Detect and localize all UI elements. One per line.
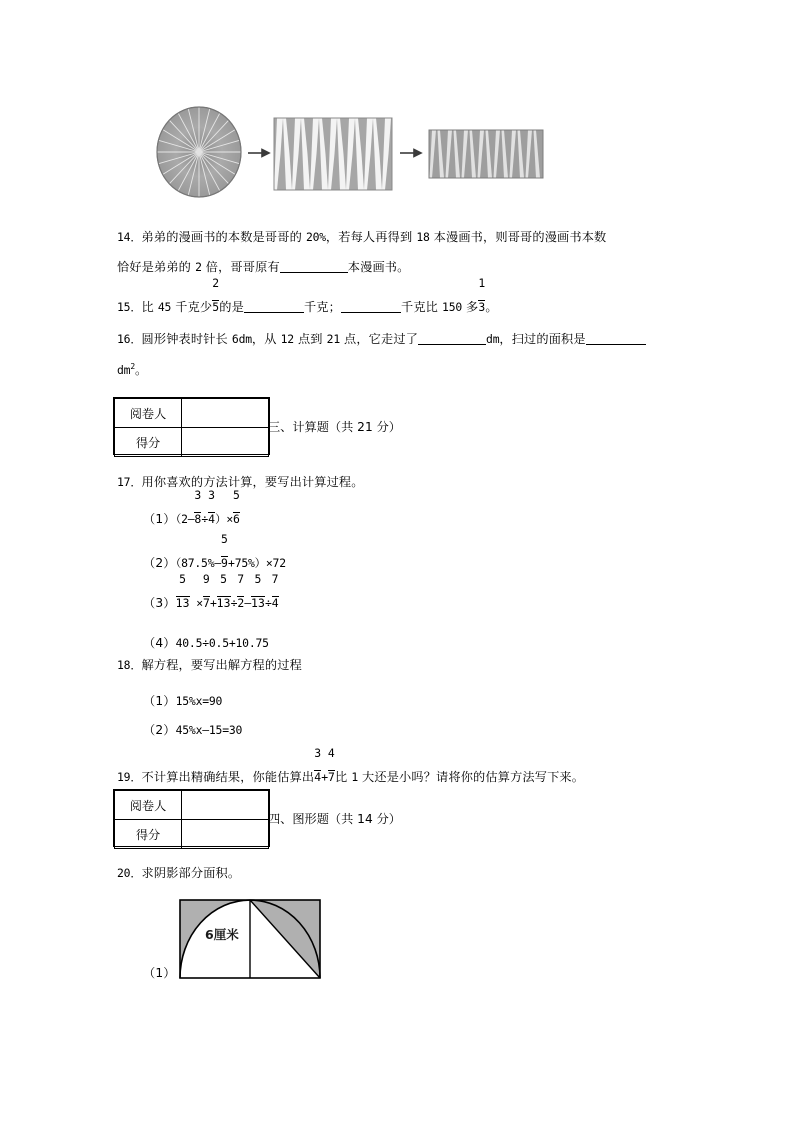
q16-answer-blank-1[interactable] (418, 344, 486, 345)
q17-i1-t4: ） (215, 512, 227, 526)
shaded-area-figure (178, 898, 324, 982)
q17-i3-f5d: 13 (251, 596, 266, 610)
q17-item-1-label: （1） (143, 512, 176, 526)
question-14-line-1 (117, 222, 606, 252)
question-19 (117, 746, 585, 792)
arrow-right-icon-2 (400, 150, 421, 157)
q16-answer-blank-2[interactable] (586, 344, 646, 345)
section-3-grader-label: 阅卷人 (115, 399, 182, 428)
question-15-number: 15． (117, 300, 142, 314)
question-20-number: 20． (117, 866, 142, 880)
section-4-grader-label: 阅卷人 (115, 791, 182, 820)
q15-frac1-numerator: 2 (212, 276, 220, 290)
q17-i3-t5: ÷ (230, 596, 238, 610)
q17-i1-t2: ÷ (201, 512, 209, 526)
section-4-score-value[interactable] (182, 820, 269, 849)
q16-time-1: 12 (280, 332, 294, 346)
q16-length: 6dm (231, 332, 252, 346)
q17-item-2 (143, 532, 286, 578)
q15-text-f: 多 (462, 300, 479, 314)
section-4-grader-value[interactable] (182, 791, 269, 820)
q17-i2-t3: ×72 (265, 556, 286, 570)
question-18-number: 18． (117, 658, 142, 672)
q17-i1-frac1-den: 8 (194, 512, 202, 526)
q18-item-2-label: （2） (143, 723, 176, 737)
q16-text-b: ，从 (251, 332, 281, 346)
q17-i1-frac-3-8 (194, 488, 202, 534)
q17-i2-t0: （87.5%– (175, 556, 222, 570)
q18-item-1-expr: 15%x=90 (175, 694, 223, 708)
q18-stem-text: 解方程，要写出解方程的过程 (141, 658, 302, 672)
question-17-stem (117, 467, 364, 497)
q17-item-4-label: （4） (143, 636, 176, 650)
q17-i3-f2d: 7 (202, 596, 210, 610)
q15-text-a: 比 (141, 300, 158, 314)
q19-fraction-4-7 (327, 746, 335, 792)
q14-percent: 20% (305, 230, 326, 244)
q19-fraction-3-4 (314, 746, 322, 792)
q17-i2-frac1-den: 9 (221, 556, 229, 570)
question-18-stem (117, 650, 302, 680)
q17-i4-expr: 40.5÷0.5+10.75 (175, 636, 269, 650)
q17-i3-f3d: 13 (216, 596, 231, 610)
question-16-number: 16． (117, 332, 142, 346)
q17-i1-frac3-num: 5 (232, 488, 240, 502)
q20-sublabel (143, 958, 176, 988)
section-3-scorebox (113, 397, 270, 455)
q17-i3-f2n: 9 (202, 572, 210, 586)
unrolled-sectors-icon (274, 118, 392, 190)
q17-i3-t9: ÷ (265, 596, 272, 610)
q17-i3-frac-7-4 (271, 572, 279, 618)
q17-i2-t2: +75%） (228, 556, 266, 570)
q17-i3-frac-9-7 (202, 572, 210, 618)
q14-text-e: 倍，哥哥原有 (201, 260, 280, 274)
q17-item-3 (143, 572, 279, 618)
q17-i3-f4d: 2 (237, 596, 245, 610)
q15-text-d: 千克； (303, 300, 341, 314)
q17-i1-frac-3-4 (208, 488, 216, 534)
q17-stem-text: 用你喜欢的方法计算，要写出计算过程。 (141, 475, 364, 489)
q17-i3-f1d: 13 (175, 596, 190, 610)
question-14-number: 14． (117, 230, 142, 244)
section-3-title: 三、计算题（共 21 分） (268, 420, 401, 434)
q16-unit-dm2-base: dm (117, 363, 131, 378)
q14-num-2: 2 (195, 260, 202, 274)
question-16-line-2 (117, 352, 147, 385)
q17-i1-frac2-den: 4 (208, 512, 216, 526)
q19-text-c: 大还是小吗？请将你的估算方法写下来。 (358, 770, 585, 784)
arrow-right-icon-1 (248, 150, 269, 157)
q17-i3-f3n: 5 (220, 572, 228, 586)
q15-num-150: 150 (442, 300, 463, 314)
sectored-circle-icon (157, 107, 241, 197)
q15-text-g: 。 (485, 300, 498, 314)
question-16-line-1 (117, 324, 646, 354)
q16-text-e: ，扫过的面积是 (499, 332, 586, 346)
q14-text-d: 恰好是弟弟的 (117, 260, 196, 274)
question-20-stem (117, 858, 240, 888)
circle-to-rectangle-figure (155, 105, 545, 200)
q17-item-1 (143, 488, 240, 534)
section-4-scorebox (113, 789, 270, 847)
q18-item-2-expr: 45%x–15=30 (175, 723, 243, 737)
q14-text-b: ，若每人再得到 (325, 230, 417, 244)
question-15 (117, 276, 498, 322)
q20-sub-label: （1） (143, 966, 176, 980)
q18-item-1-label: （1） (143, 694, 176, 708)
q17-i3-t1: × (189, 596, 203, 610)
q17-i2-frac1-num: 5 (221, 532, 229, 546)
q16-time-2: 21 (326, 332, 340, 346)
q15-num-45: 45 (157, 300, 172, 314)
q14-text-f: 本漫画书。 (347, 260, 410, 274)
q19-frac2-num: 4 (327, 746, 335, 760)
q17-item-3-label: （3） (143, 596, 176, 610)
section-4-title: 四、图形题（共 14 分） (268, 812, 401, 826)
q15-fraction-2 (478, 276, 486, 322)
q17-i3-t3: + (209, 596, 217, 610)
q17-i3-f5n: 5 (254, 572, 262, 586)
q17-i3-frac-7-2 (237, 572, 245, 618)
q19-text-b: 比 (334, 770, 352, 784)
q19-frac2-den: 7 (327, 770, 335, 784)
q16-text-a: 圆形钟表时针长 (141, 332, 232, 346)
q15-text-b: 千克少 (171, 300, 213, 314)
q19-num-1: 1 (351, 770, 358, 784)
q17-i3-frac-5-13-b (216, 572, 231, 618)
q18-item-1 (143, 686, 222, 716)
q16-unit-dm2-exponent: 2 (130, 362, 135, 371)
q17-i1-frac-5-6 (232, 488, 240, 534)
q14-text-c: 本漫画书，则哥哥的漫画书本数 (429, 230, 607, 244)
section-3-grader-value[interactable] (182, 399, 269, 428)
q17-i3-f4n: 7 (237, 572, 245, 586)
q17-item-2-label: （2） (143, 556, 176, 570)
q16-text-c: 点到 (293, 332, 327, 346)
q15-text-c: 的是 (219, 300, 244, 314)
q15-frac2-numerator: 1 (478, 276, 486, 290)
q19-plus-sign: + (321, 770, 328, 784)
question-17-number: 17． (117, 475, 142, 489)
section-3-score-value[interactable] (182, 428, 269, 457)
q16-text-d: 点，它走过了 (339, 332, 419, 346)
question-14-line-2 (117, 252, 409, 282)
q17-i1-frac3-den: 6 (232, 512, 240, 526)
q20-stem-text: 求阴影部分面积。 (141, 866, 241, 880)
q17-i3-frac-5-13-c (251, 572, 266, 618)
q15-frac2-denominator: 3 (478, 300, 486, 314)
q14-answer-blank[interactable] (280, 272, 348, 273)
q15-answer-blank-2[interactable] (341, 312, 401, 313)
q19-frac1-den: 4 (314, 770, 322, 784)
q15-answer-blank-1[interactable] (244, 312, 304, 313)
rearranged-rectangle-icon (429, 130, 543, 178)
q18-item-2 (143, 715, 242, 745)
q19-frac1-num: 3 (314, 746, 322, 760)
q17-i3-f6d: 4 (271, 596, 279, 610)
q17-i3-f1n: 5 (179, 572, 187, 586)
question-19-number: 19． (117, 770, 142, 784)
section-4-score-label: 得分 (115, 820, 182, 849)
q17-i3-f6n: 7 (271, 572, 279, 586)
figure-dimension-label: 6厘米 (205, 927, 239, 942)
q16-unit-dm: dm (486, 332, 500, 346)
q17-i1-t0: （2– (175, 512, 195, 526)
q15-fraction-1 (212, 276, 220, 322)
q17-i1-t5: × (226, 512, 233, 526)
q15-frac1-denominator: 5 (212, 300, 220, 314)
q19-text-a: 不计算出精确结果，你能估算出 (141, 770, 315, 784)
section-3-score-label: 得分 (115, 428, 182, 457)
q15-text-e: 千克比 (400, 300, 443, 314)
q14-text-a: 弟弟的漫画书的本数是哥哥的 (141, 230, 306, 244)
q17-i3-t7: – (244, 596, 251, 610)
q17-i3-frac-5-13-a (175, 572, 190, 618)
q14-num-18: 18 (416, 230, 430, 244)
q17-i1-frac1-num: 3 (194, 488, 202, 502)
q17-i1-frac2-num: 3 (208, 488, 216, 502)
q16-text-f: 。 (134, 363, 148, 378)
